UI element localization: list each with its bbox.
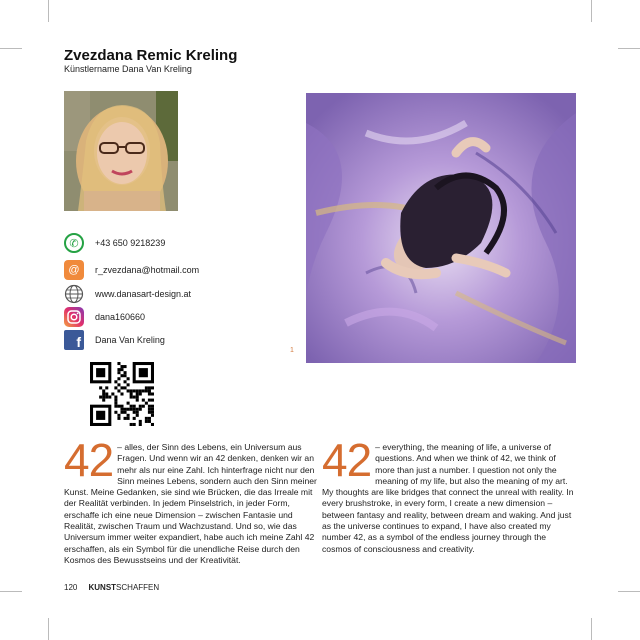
contact-email[interactable] [64, 260, 199, 280]
artist-portrait [64, 91, 178, 211]
globe-icon [64, 284, 84, 304]
text-german-body: – alles, der Sinn des Lebens, ein Universum aus Fragen. Und wenn wir an 42 denken, denken wir an mehr als nur eine Zahl. Ich hinterfrage nicht nur den Sinn meines Lebens, sondern auch den Sinn meiner Kunst. Meine Gedanken, sie sind wie Brücken, die das Irreale mit der Realität verbinden. In jedem Pinselstrich, in jeder Form, erschaffe ich eine neue Dimension – zwischen Fantasie und Realität, zwischen Traum und Wachzustand. Und so, wie das Universum immer weiter expandiert, habe auch ich meine Zahl 42 erschaffen, als ein Symbol für die unendliche Reise durch den Kosmos des Bewusstseins und der Kreativität. [64, 442, 317, 565]
crop-mark [618, 48, 640, 49]
text-column-german [64, 434, 318, 566]
contact-phone[interactable] [64, 233, 165, 253]
page-footer [64, 583, 159, 592]
artwork-caption-number: 1 [290, 347, 294, 354]
contact-website[interactable] [64, 284, 191, 304]
number-42-german: 42 [64, 434, 114, 486]
contact-facebook-text: Dana Van Kreling [95, 335, 165, 345]
text-english-body: – everything, the meaning of life, a universe of questions. And when we think of 42, we think of more than just a number. I question not only the meaning of my life, but also the meaning of my art. My thoughts are like bridges that connect the unreal with reality. In every brushstroke, in every form, I create a new dimension – between fantasy and reality, between dream and waking. And just as the universe continues to expand, I have also created my number 42, as a symbol of the endless journey through the cosmos of consciousness and creativity. [322, 442, 574, 554]
artwork-image [306, 93, 576, 363]
crop-mark [591, 618, 592, 640]
brand-bold: KUNST [88, 583, 117, 592]
crop-mark [591, 0, 592, 22]
number-42-english: 42 [322, 434, 372, 486]
brand-light: SCHAFFEN [116, 583, 160, 592]
instagram-icon [64, 307, 84, 327]
contact-website-text: www.danasart-design.at [95, 289, 192, 299]
artist-name: Zvezdana Remic Kreling [64, 47, 238, 64]
contact-phone-text: +43 650 9218239 [95, 238, 166, 248]
contact-instagram[interactable] [64, 307, 145, 327]
contact-facebook[interactable] [64, 330, 165, 350]
whatsapp-icon: ✆ [64, 233, 84, 253]
page-number: 120 [64, 583, 78, 592]
artist-alias: Künstlername Dana Van Kreling [64, 64, 192, 74]
contact-email-text: r_zvezdana@hotmail.com [95, 265, 200, 275]
crop-mark [0, 591, 22, 592]
crop-mark [618, 591, 640, 592]
text-column-english [322, 434, 576, 555]
at-icon: @ [64, 260, 84, 280]
crop-mark [48, 0, 49, 22]
crop-mark [0, 48, 22, 49]
qr-code [90, 362, 154, 426]
crop-mark [48, 618, 49, 640]
contact-instagram-text: dana160660 [95, 312, 146, 322]
facebook-icon: f [64, 330, 84, 350]
